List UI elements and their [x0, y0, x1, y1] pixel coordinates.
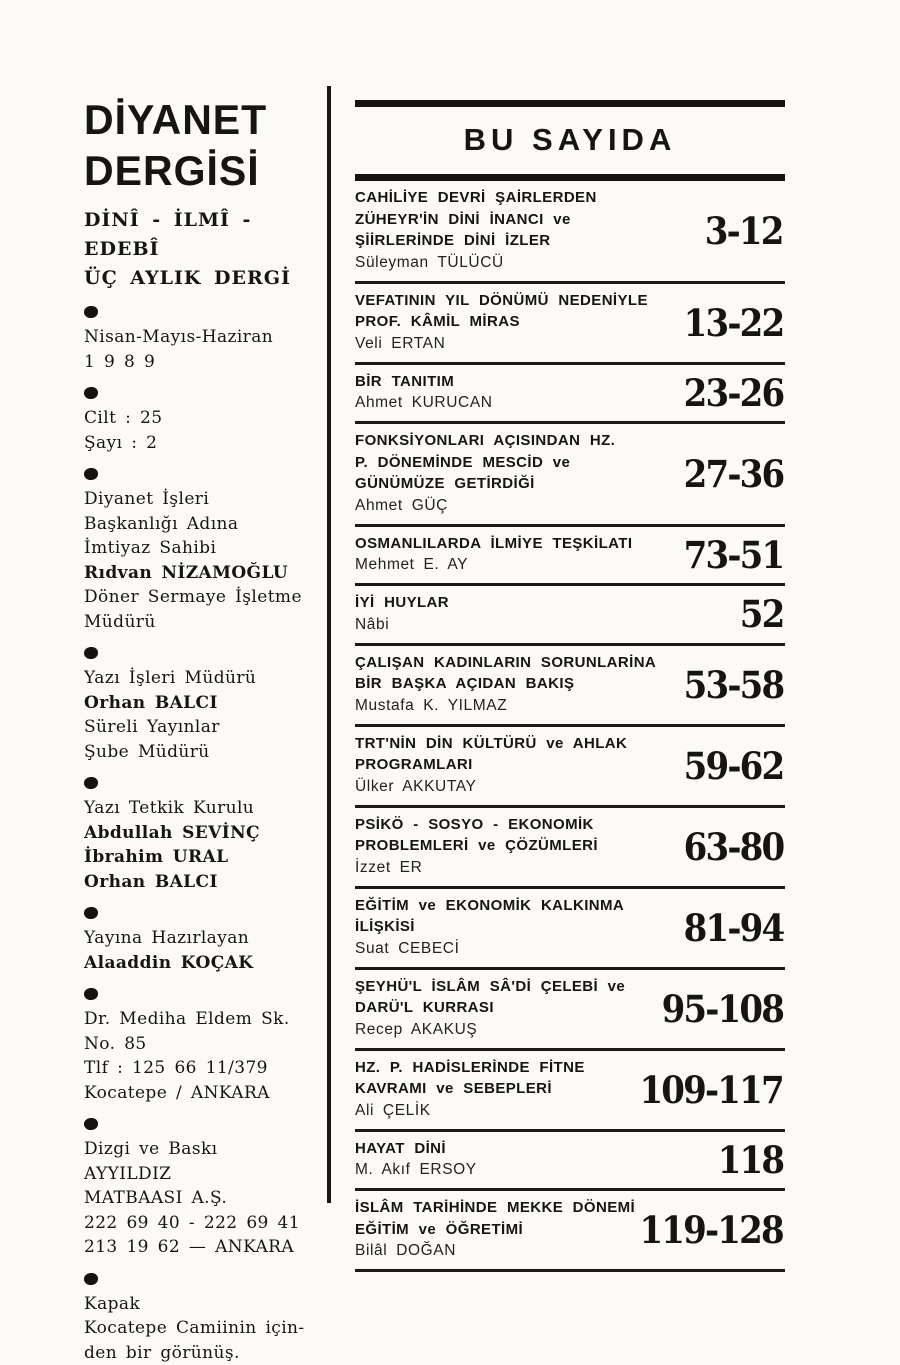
masthead-line: MATBAASI A.Ş.: [84, 1186, 326, 1211]
toc-entry-title-line: BİR TANITIM: [355, 371, 785, 393]
masthead-line: Tlf : 125 66 11/379: [84, 1056, 326, 1081]
toc-entry-page-range: 3-12: [705, 209, 783, 253]
filled-circle-bullet-icon: [84, 647, 98, 659]
toc-entry-author: Ülker AKKUTAY: [355, 776, 785, 798]
masthead-line: Kocatepe / ANKARA: [84, 1081, 326, 1106]
masthead-block: [84, 988, 326, 1105]
masthead-line: Dizgi ve Baskı: [84, 1137, 326, 1162]
toc-entry-author: Suat CEBECİ: [355, 938, 785, 960]
masthead-block: [84, 907, 326, 975]
masthead-line: Şube Müdürü: [84, 740, 326, 765]
masthead-line: Yazı İşleri Müdürü: [84, 666, 326, 691]
toc-entry[interactable]: [355, 1051, 785, 1132]
toc-entry-page-range: 95-108: [661, 987, 783, 1031]
toc-entry-author: Nâbi: [355, 614, 785, 636]
masthead-line: Dr. Mediha Eldem Sk.: [84, 1007, 326, 1032]
toc-entry-page-range: 118: [717, 1138, 783, 1182]
masthead-info-blocks: [84, 306, 326, 1365]
toc-entry-page-range: 59-62: [683, 744, 783, 788]
masthead-line: Şayı : 2: [84, 431, 326, 456]
filled-circle-bullet-icon: [84, 988, 98, 1000]
toc-entry[interactable]: [355, 727, 785, 808]
masthead-line: No. 85: [84, 1032, 326, 1057]
toc-entry[interactable]: [355, 365, 785, 425]
toc-entry-title-line: PROBLEMLERİ ve ÇÖZÜMLERİ: [355, 835, 785, 857]
toc-entry-title-line: İLİŞKİSİ: [355, 916, 785, 938]
toc-header: BU SAYIDA: [355, 107, 785, 181]
toc-entry-list: [355, 181, 785, 1272]
toc-entry[interactable]: [355, 646, 785, 727]
toc-entry-title-line: ŞEYHÜ'L İSLÂM SÂ'Dİ ÇELEBİ ve: [355, 976, 785, 998]
toc-entry[interactable]: [355, 424, 785, 527]
masthead-line: Nisan-Mayıs-Haziran: [84, 325, 326, 350]
toc-entry-page-range: 81-94: [683, 906, 783, 950]
toc-entry-title-line: BİR BAŞKA AÇIDAN BAKIŞ: [355, 673, 785, 695]
toc-entry-page-range: 27-36: [683, 452, 783, 496]
masthead-line: Orhan BALCI: [84, 870, 326, 895]
toc-entry-title-line: İYİ HUYLAR: [355, 592, 785, 614]
magazine-subtitle-line-1: DİNÎ - İLMÎ - EDEBÎ: [84, 206, 326, 264]
magazine-subtitle-line-2: ÜÇ AYLIK DERGİ: [84, 264, 326, 293]
toc-entry-title-line: DARÜ'L KURRASI: [355, 997, 785, 1019]
toc-entry[interactable]: [355, 808, 785, 889]
magazine-subtitle: [84, 206, 326, 293]
toc-entry-author: Ahmet KURUCAN: [355, 392, 785, 414]
masthead-line: Orhan BALCI: [84, 691, 326, 716]
masthead-block: [84, 1118, 326, 1260]
masthead-line: Alaaddin KOÇAK: [84, 951, 326, 976]
toc-entry-page-range: 23-26: [683, 371, 783, 415]
toc-entry-title-line: CAHİLİYE DEVRİ ŞAİRLERDEN: [355, 187, 785, 209]
magazine-title-line-1: DİYANET: [84, 94, 326, 145]
toc-entry[interactable]: [355, 181, 785, 284]
masthead-line: den bir görünüş.: [84, 1341, 326, 1365]
toc-entry-author: Mustafa K. YILMAZ: [355, 695, 785, 717]
masthead-line: Rıdvan NİZAMOĞLU: [84, 561, 326, 586]
toc-entry-title-line: KAVRAMI ve SEBEPLERİ: [355, 1078, 785, 1100]
toc-entry-author: Bilâl DOĞAN: [355, 1240, 785, 1262]
masthead-column: [84, 94, 326, 1365]
masthead-block: [84, 306, 326, 374]
filled-circle-bullet-icon: [84, 1118, 98, 1130]
toc-entry-title-line: HZ. P. HADİSLERİNDE FİTNE: [355, 1057, 785, 1079]
filled-circle-bullet-icon: [84, 907, 98, 919]
toc-entry-title-line: HAYAT DİNİ: [355, 1138, 785, 1160]
toc-entry-page-range: 63-80: [683, 825, 783, 869]
masthead-line: 213 19 62 — ANKARA: [84, 1235, 326, 1260]
toc-entry-title-line: ZÜHEYR'İN DİNİ İNANCI ve: [355, 209, 785, 231]
toc-entry-author: Recep AKAKUŞ: [355, 1019, 785, 1041]
masthead-line: Abdullah SEVİNÇ: [84, 821, 326, 846]
toc-entry-title-line: EĞİTİM ve EKONOMİK KALKINMA: [355, 895, 785, 917]
toc-entry-author: İzzet ER: [355, 857, 785, 879]
toc-entry-title-line: P. DÖNEMİNDE MESCİD ve: [355, 452, 785, 474]
filled-circle-bullet-icon: [84, 777, 98, 789]
masthead-line: Döner Sermaye İşletme: [84, 585, 326, 610]
masthead-line: Kapak: [84, 1292, 326, 1317]
masthead-block: [84, 777, 326, 894]
toc-entry-title-line: İSLÂM TARİHİNDE MEKKE DÖNEMİ: [355, 1197, 785, 1219]
toc-entry-title-line: PSİKÖ - SOSYO - EKONOMİK: [355, 814, 785, 836]
column-divider-rule: [327, 86, 331, 1203]
toc-entry-author: Süleyman TÜLÜCÜ: [355, 252, 785, 274]
masthead-line: İbrahim URAL: [84, 845, 326, 870]
toc-entry-page-range: 53-58: [683, 663, 783, 707]
masthead-block: [84, 468, 326, 634]
toc-entry-title-line: TRT'NİN DİN KÜLTÜRÜ ve AHLAK: [355, 733, 785, 755]
toc-entry[interactable]: [355, 970, 785, 1051]
masthead-line: Diyanet İşleri: [84, 487, 326, 512]
table-of-contents: [355, 100, 785, 1272]
toc-entry-page-range: 13-22: [683, 301, 783, 345]
toc-entry[interactable]: [355, 527, 785, 587]
masthead-line: Yazı Tetkik Kurulu: [84, 796, 326, 821]
masthead-line: Yayına Hazırlayan: [84, 926, 326, 951]
toc-entry-page-range: 109-117: [640, 1068, 783, 1112]
toc-entry[interactable]: [355, 284, 785, 365]
toc-entry-title-line: PROGRAMLARI: [355, 754, 785, 776]
masthead-block: [84, 387, 326, 455]
toc-entry-title-line: GÜNÜMÜZE GETİRDİĞİ: [355, 473, 785, 495]
masthead-block: [84, 647, 326, 764]
masthead-line: Başkanlığı Adına: [84, 512, 326, 537]
toc-entry-author: M. Akıf ERSOY: [355, 1159, 785, 1181]
masthead-line: 1 9 8 9: [84, 350, 326, 375]
toc-entry-title-line: ÇALIŞAN KADINLARIN SORUNLARİNA: [355, 652, 785, 674]
toc-entry[interactable]: [355, 1191, 785, 1272]
filled-circle-bullet-icon: [84, 306, 98, 318]
toc-entry-author: Ahmet GÜÇ: [355, 495, 785, 517]
magazine-title: [84, 94, 326, 196]
masthead-line: AYYILDIZ: [84, 1162, 326, 1187]
toc-entry[interactable]: [355, 586, 785, 646]
filled-circle-bullet-icon: [84, 1273, 98, 1285]
toc-entry[interactable]: [355, 889, 785, 970]
masthead-line: İmtiyaz Sahibi: [84, 536, 326, 561]
masthead-line: Cilt : 25: [84, 406, 326, 431]
toc-entry-author: Ali ÇELİK: [355, 1100, 785, 1122]
magazine-title-line-2: DERGİSİ: [84, 145, 326, 196]
toc-entry[interactable]: [355, 1132, 785, 1192]
toc-entry-author: Mehmet E. AY: [355, 554, 785, 576]
filled-circle-bullet-icon: [84, 387, 98, 399]
toc-entry-author: Veli ERTAN: [355, 333, 785, 355]
masthead-line: Müdürü: [84, 610, 326, 635]
toc-entry-page-range: 119-128: [640, 1208, 783, 1252]
toc-entry-title-line: ŞİİRLERİNDE DİNİ İZLER: [355, 230, 785, 252]
toc-entry-page-range: 73-51: [683, 533, 783, 577]
toc-entry-title-line: EĞİTİM ve ÖĞRETİMİ: [355, 1219, 785, 1241]
toc-entry-title-line: OSMANLILARDA İLMİYE TEŞKİLATI: [355, 533, 785, 555]
toc-entry-title-line: FONKSİYONLARI AÇISINDAN HZ.: [355, 430, 785, 452]
toc-entry-title-line: PROF. KÂMİL MİRAS: [355, 311, 785, 333]
filled-circle-bullet-icon: [84, 468, 98, 480]
masthead-block: [84, 1273, 326, 1365]
toc-entry-title-line: VEFATININ YIL DÖNÜMÜ NEDENİYLE: [355, 290, 785, 312]
masthead-line: Süreli Yayınlar: [84, 715, 326, 740]
masthead-line: Kocatepe Camiinin için-: [84, 1316, 326, 1341]
masthead-line: 222 69 40 - 222 69 41: [84, 1211, 326, 1236]
toc-entry-page-range: 52: [739, 592, 783, 636]
